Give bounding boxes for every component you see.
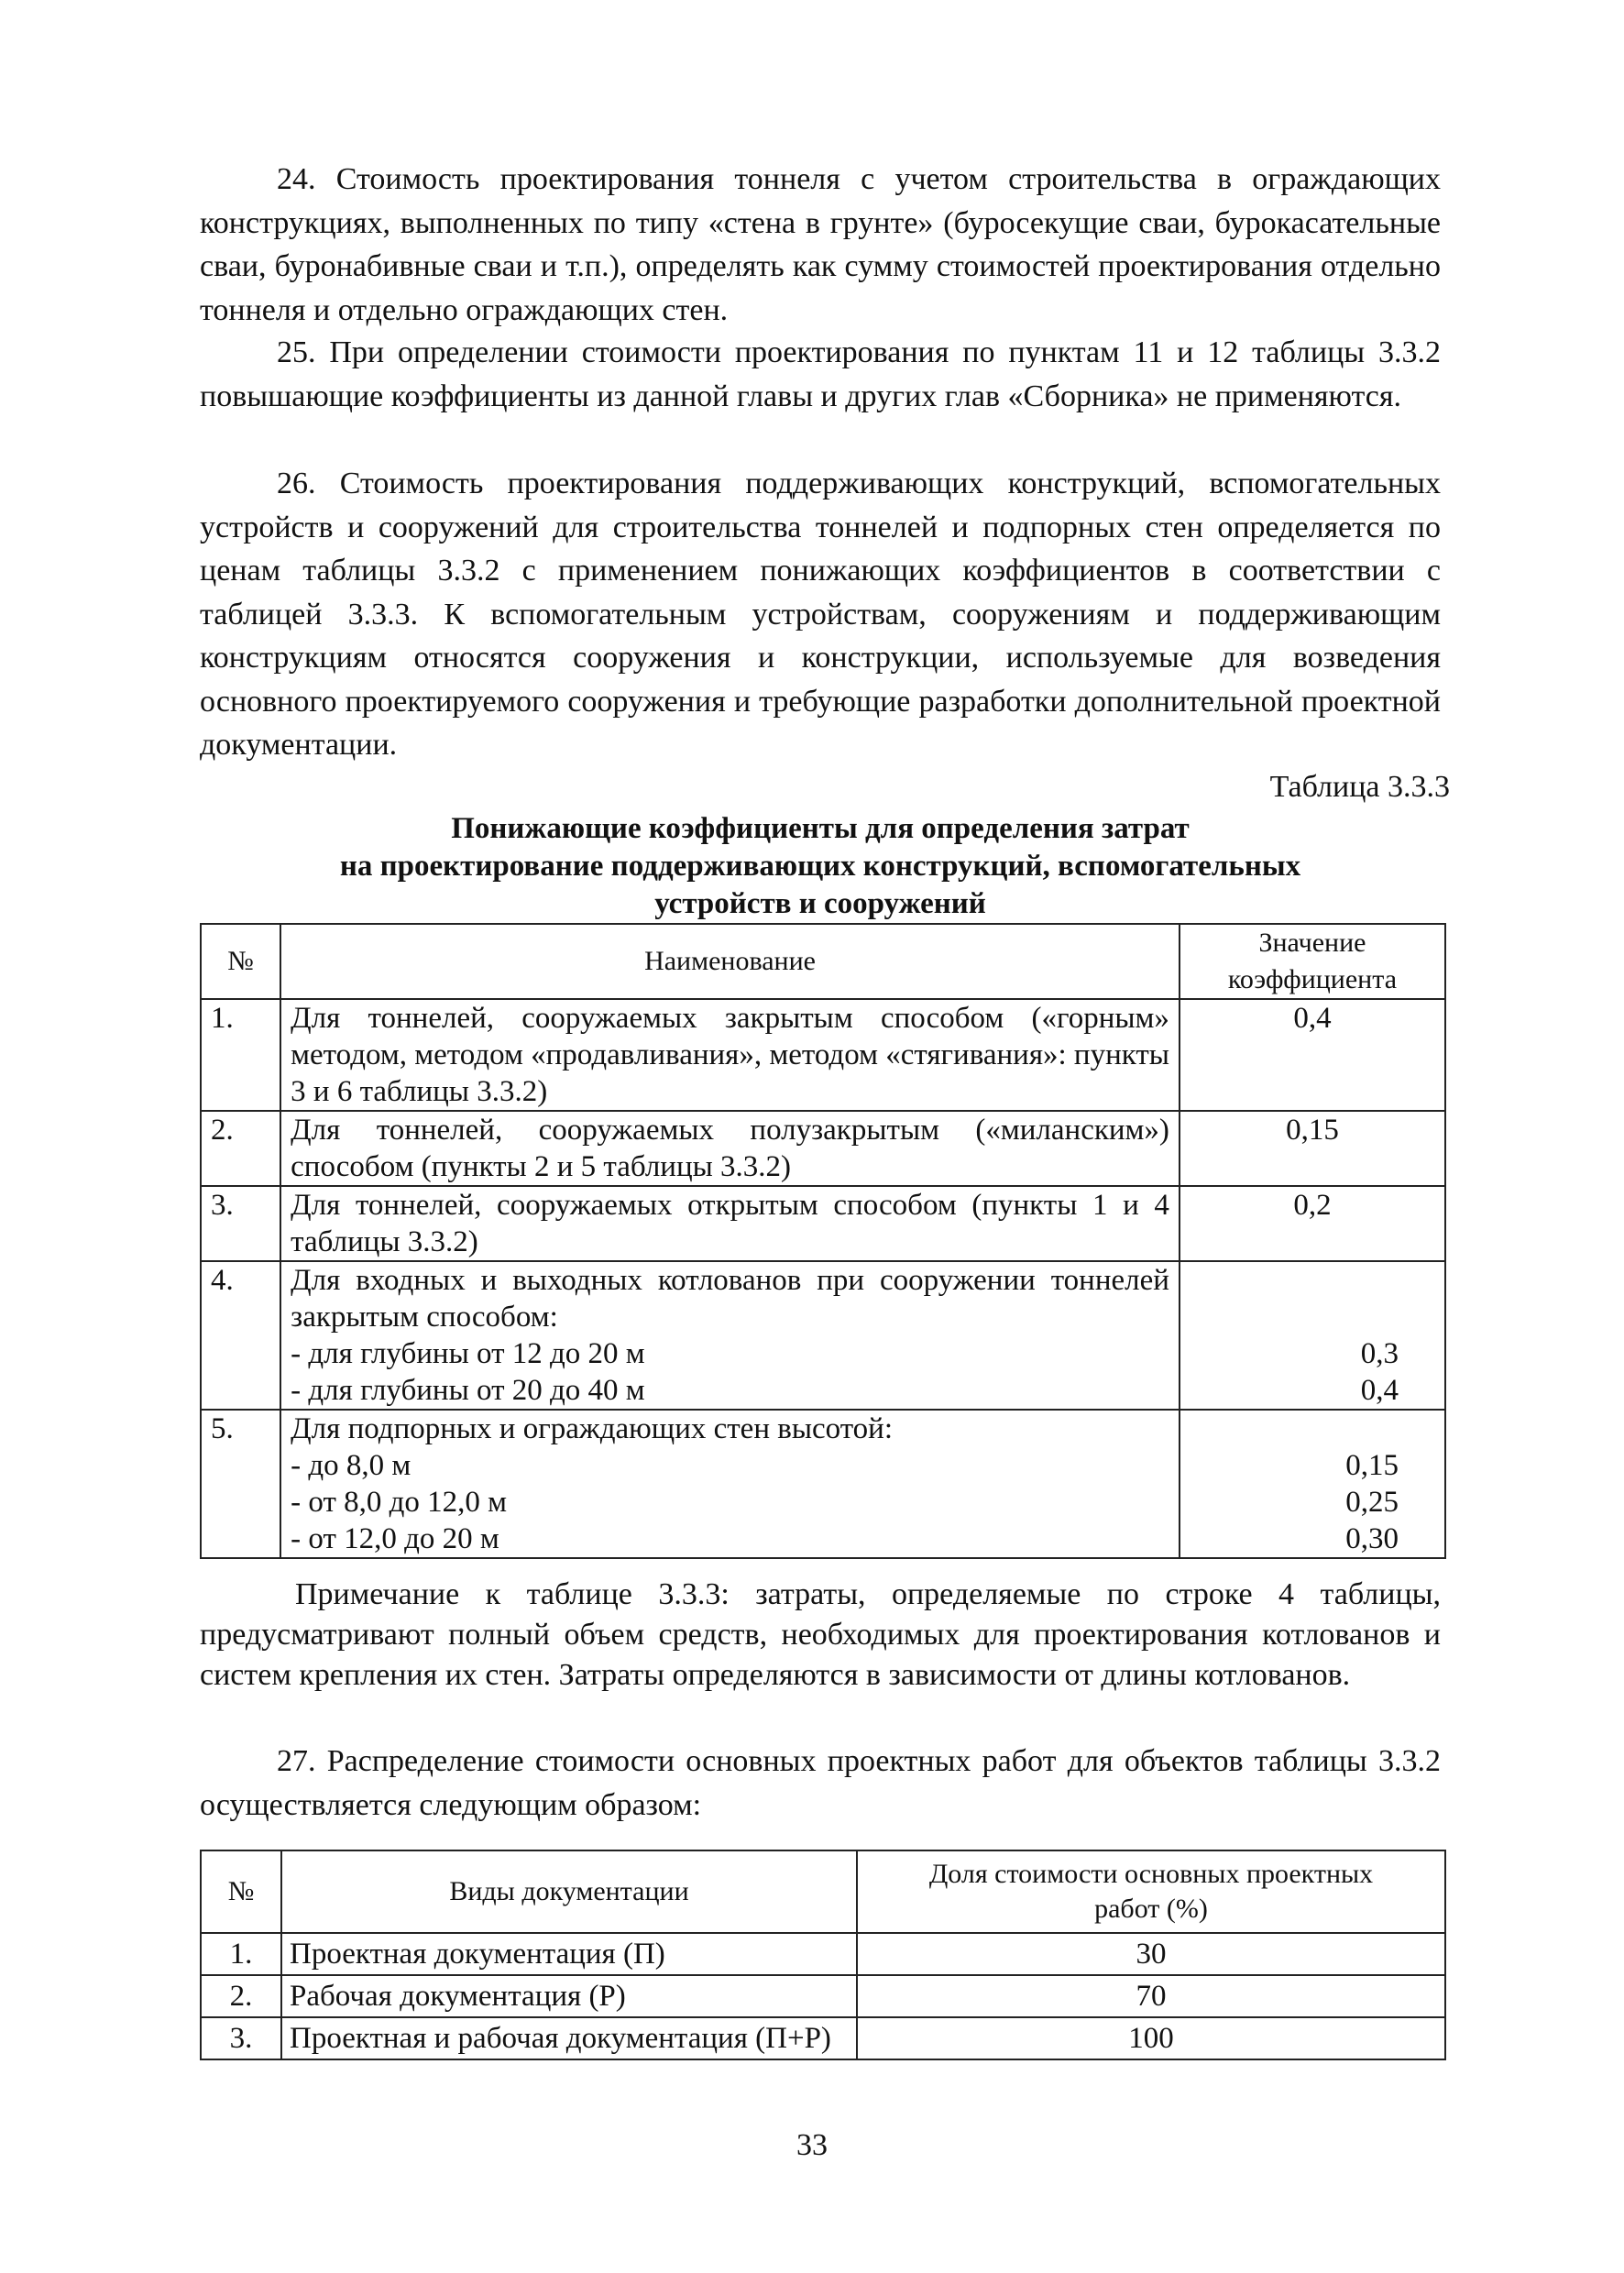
row-value: 0,15 (1180, 1111, 1445, 1186)
row-sub-item: - до 8,0 м (291, 1449, 411, 1482)
header-num: № (201, 924, 280, 999)
paragraph-24: 24. Стоимость проектирования тоннеля с учетом строительства в ограждающих конструкциях, выполненных по типу «стена в грунте» (буросекущие сваи, бурокасательные сваи, буронабивные сваи и т.п.), определять как сумму стоимостей проектирования отдельно тоннеля и отдельно ограждающих стен. (200, 162, 1441, 327)
row-sub-item: - от 8,0 до 12,0 м (291, 1486, 508, 1519)
row-sub-item: - для глубины от 20 до 40 м (291, 1374, 645, 1407)
row-name (280, 1410, 1180, 1558)
header-num: № (201, 1850, 281, 1933)
header-name: Наименование (280, 924, 1180, 999)
header-share-line: работ (%) (1094, 1894, 1208, 1924)
row-num: 2. (201, 1975, 281, 2017)
row-type: Проектная и рабочая документация (П+Р) (281, 2017, 857, 2059)
table-caption: Таблица 3.3.3 (1269, 770, 1450, 804)
row-value (1180, 1261, 1445, 1410)
row-name (280, 1261, 1180, 1410)
header-value-line: Значение (1258, 928, 1366, 958)
row-sub-item: - от 12,0 до 20 м (291, 1522, 499, 1555)
table-row (201, 1410, 1445, 1558)
row-num: 3. (201, 2017, 281, 2059)
paragraph-25: 25. При определении стоимости проектирования по пунктам 11 и 12 таблицы 3.3.2 повышающие коэффициенты из данной главы и других глав «Сборника» не применяются. (200, 335, 1441, 413)
table-row (201, 2017, 1445, 2059)
table-row (201, 1186, 1445, 1261)
table-header-row (201, 1850, 1445, 1933)
row-type: Рабочая документация (Р) (281, 1975, 857, 2017)
row-sub-value: 0,3 (1360, 1337, 1399, 1370)
row-num: 5. (201, 1410, 280, 1558)
table-row (201, 999, 1445, 1111)
table-note: Примечание к таблице 3.3.3: затраты, определяемые по строке 4 таблицы, предусматривают полный объем средств, необходимых для проектирования котлованов и систем крепления их стен. Затраты определяются в зависимости от длины котлованов. (200, 1577, 1441, 1692)
row-name: Для тоннелей, сооружаемых закрытым способом («горным» методом, методом «продавливания», методом «стягивания»: пункты 3 и 6 таблицы 3.3.2) (280, 999, 1180, 1111)
row-sub-value: 0,25 (1345, 1486, 1399, 1519)
documentation-table (200, 1850, 1446, 2060)
header-share (857, 1850, 1445, 1933)
row-num: 1. (201, 1933, 281, 1975)
header-type: Виды документации (281, 1850, 857, 1933)
header-value-line: коэффициента (1227, 964, 1398, 994)
row-value: 0,2 (1180, 1186, 1445, 1261)
row-value: 0,4 (1180, 999, 1445, 1111)
row-share: 100 (857, 2017, 1445, 2059)
row-num: 4. (201, 1261, 280, 1410)
table-title-line: на проектирование поддерживающих конструкций, вспомогательных (339, 850, 1301, 883)
table-title (200, 810, 1441, 923)
header-value (1180, 924, 1445, 999)
row-sub-value: 0,15 (1345, 1449, 1399, 1482)
table-header-row (201, 924, 1445, 999)
row-share: 30 (857, 1933, 1445, 1975)
table-title-line: устройств и сооружений (654, 887, 986, 920)
table-row (201, 1975, 1445, 2017)
table-row (201, 1261, 1445, 1410)
coefficient-table (200, 923, 1446, 1559)
row-name-text: Для подпорных и ограждающих стен высотой: (291, 1412, 894, 1445)
row-name: Для тоннелей, сооружаемых полузакрытым («миланским») способом (пункты 2 и 5 таблицы 3.3.2) (280, 1111, 1180, 1186)
row-share: 70 (857, 1975, 1445, 2017)
row-value (1180, 1410, 1445, 1558)
paragraph-27: 27. Распределение стоимости основных проектных работ для объектов таблицы 3.3.2 осуществляется следующим образом: (200, 1744, 1441, 1822)
header-share-line: Доля стоимости основных проектных (928, 1859, 1374, 1889)
row-num: 3. (201, 1186, 280, 1261)
row-sub-item: - для глубины от 12 до 20 м (291, 1337, 645, 1370)
row-sub-value: 0,4 (1360, 1374, 1399, 1407)
table-title-line: Понижающие коэффициенты для определения затрат (451, 812, 1190, 845)
row-name: Для тоннелей, сооружаемых открытым способом (пункты 1 и 4 таблицы 3.3.2) (280, 1186, 1180, 1261)
row-num: 2. (201, 1111, 280, 1186)
page-number: 33 (796, 2128, 828, 2162)
table-row (201, 1933, 1445, 1975)
row-name-text: Для входных и выходных котлованов при сооружении тоннелей закрытым способом: (291, 1264, 1169, 1334)
row-num: 1. (201, 999, 280, 1111)
table-row (201, 1111, 1445, 1186)
paragraph-26: 26. Стоимость проектирования поддерживающих конструкций, вспомогательных устройств и сооружений для строительства тоннелей и подпорных стен определяется по ценам таблицы 3.3.2 с применением понижающих коэффициентов в соответствии с таблицей 3.3.3. К вспомогательным устройствам, сооружениям и поддерживающим конструкциям относятся сооружения и конструкции, используемые для возведения основного проектируемого сооружения и требующие разработки дополнительной проектной документации. (200, 467, 1441, 762)
row-sub-value: 0,30 (1345, 1522, 1399, 1555)
row-type: Проектная документация (П) (281, 1933, 857, 1975)
